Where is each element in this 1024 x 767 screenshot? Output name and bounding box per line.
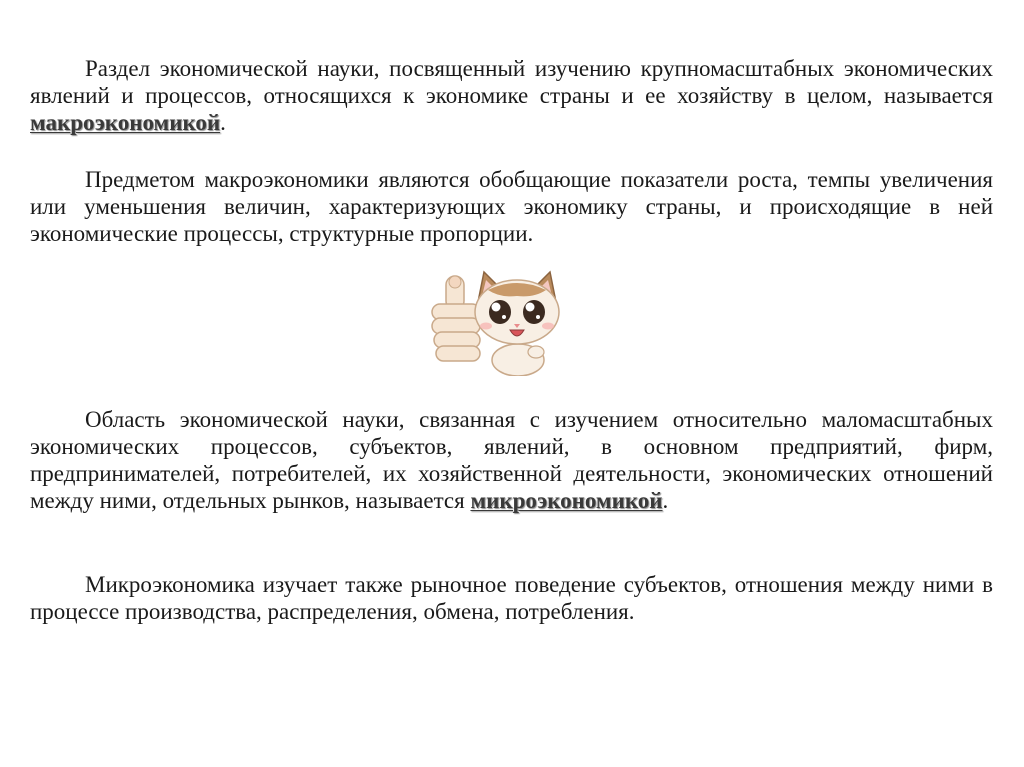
paragraph1-end: . [220, 110, 226, 135]
cat-figure [475, 272, 559, 376]
paragraph1-text: Раздел экономической науки, посвященный изучению крупномасштабных экономических явлений и процессов, относящихся к экономике страны и ее хозяйству в целом, называется [30, 56, 993, 108]
paragraph-macroeconomics-definition [30, 55, 993, 136]
term-macroeconomics: макроэкономикой [30, 110, 221, 135]
paragraph3-end: . [662, 488, 669, 513]
term-microeconomics: микроэкономикой [470, 488, 663, 513]
paragraph-microeconomics-definition [30, 406, 993, 514]
paragraph-macroeconomics-subject: Предметом макроэкономики являются обобщающие показатели роста, темпы увеличения или уменьшения величин, характеризующих экономику страны, и происходящие в ней экономические процессы, структурные пропорции. [30, 167, 993, 246]
paragraph3-text: Область экономической науки, связанная с изучением относительно маломасштабных экономических процессов, субъектов, явлений, в основном предприятий, фирм, предпринимателей, потребителей, их хозяйственной деятельности, экономических отношений между ними, отдельных рынков, называется [30, 407, 993, 513]
thumb-up-hand [432, 276, 480, 361]
paragraph-microeconomics-subject: Микроэкономика изучает также рыночное поведение субъектов, отношения между ними в процессе производства, распределения, обмена, потребления. [30, 572, 993, 624]
cat-thumbs-up-icon [426, 268, 566, 376]
